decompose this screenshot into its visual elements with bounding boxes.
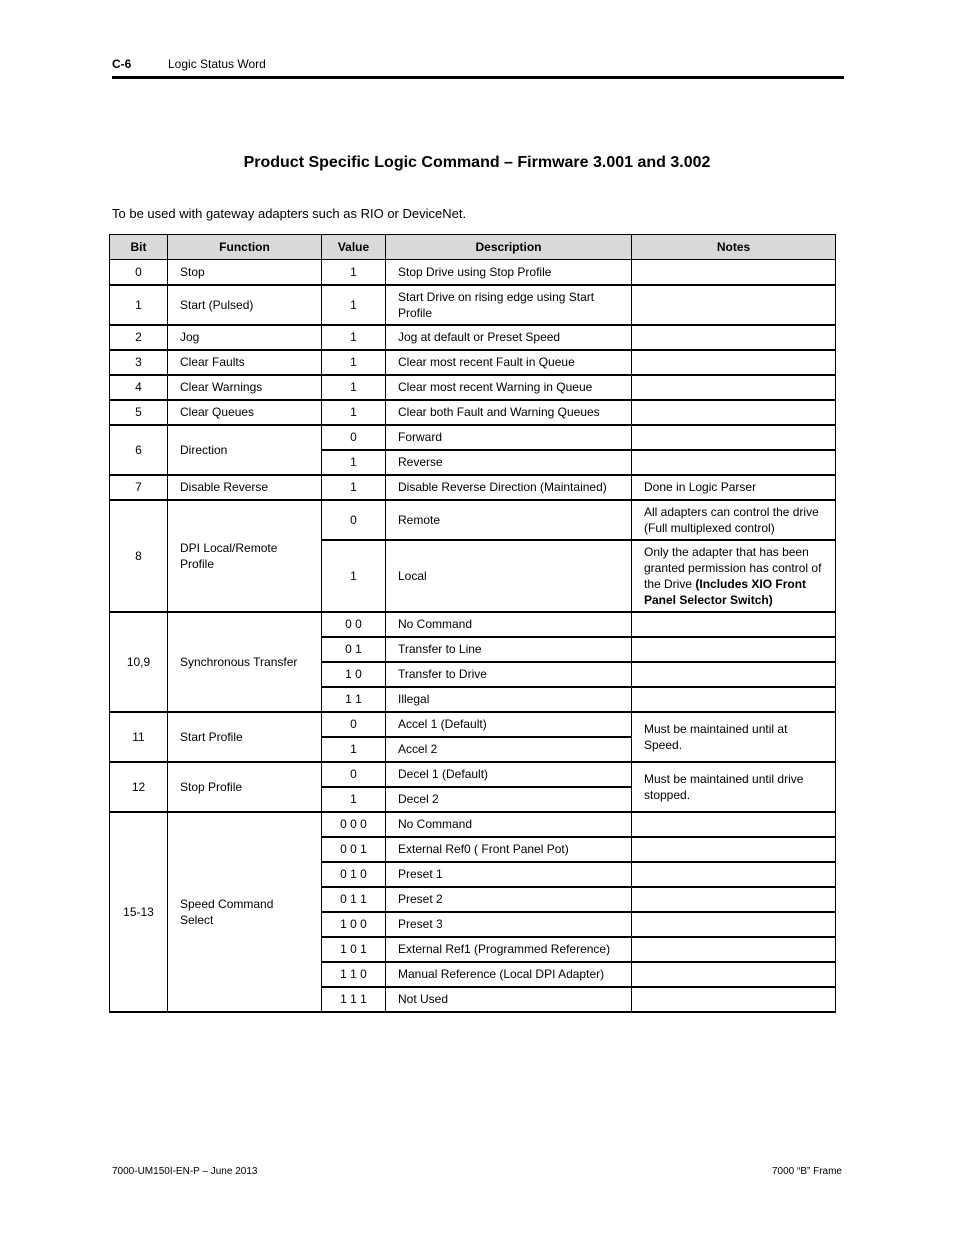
description-cell: Clear most recent Warning in Queue	[386, 375, 632, 400]
function-cell: Start Profile	[168, 712, 322, 762]
value-cell: 0	[322, 425, 386, 450]
notes-cell	[632, 260, 836, 285]
value-cell: 1 0 1	[322, 937, 386, 962]
description-cell: Accel 1 (Default)	[386, 712, 632, 737]
bit-cell: 15-13	[110, 812, 168, 1012]
value-cell: 1 1 1	[322, 987, 386, 1012]
description-cell: Jog at default or Preset Speed	[386, 325, 632, 350]
page-number: C-6	[112, 57, 132, 71]
notes-cell	[632, 987, 836, 1012]
function-cell: Clear Faults	[168, 350, 322, 375]
table-row	[110, 425, 836, 450]
notes-cell	[632, 450, 836, 475]
table-row	[110, 612, 836, 637]
value-cell: 1 0 0	[322, 912, 386, 937]
notes-cell	[632, 937, 836, 962]
description-cell: Preset 2	[386, 887, 632, 912]
bit-cell: 1	[110, 285, 168, 325]
function-cell: Clear Queues	[168, 400, 322, 425]
description-cell: Remote	[386, 500, 632, 540]
description-cell: Clear both Fault and Warning Queues	[386, 400, 632, 425]
bit-cell: 10,9	[110, 612, 168, 712]
value-cell: 0	[322, 500, 386, 540]
bit-cell: 0	[110, 260, 168, 285]
notes-cell: All adapters can control the drive (Full multiplexed control)	[632, 500, 836, 540]
value-cell: 1	[322, 375, 386, 400]
notes-cell: Must be maintained until drive stopped.	[632, 762, 836, 812]
value-cell: 1	[322, 400, 386, 425]
function-cell: Clear Warnings	[168, 375, 322, 400]
description-cell: External Ref1 (Programmed Reference)	[386, 937, 632, 962]
table-row	[110, 812, 836, 837]
function-cell: DPI Local/Remote Profile	[168, 500, 322, 612]
notes-cell	[632, 375, 836, 400]
page-header	[112, 56, 844, 79]
description-cell: Illegal	[386, 687, 632, 712]
function-cell: Direction	[168, 425, 322, 475]
value-cell: 1	[322, 285, 386, 325]
bit-cell: 5	[110, 400, 168, 425]
bit-cell: 8	[110, 500, 168, 612]
function-cell: Disable Reverse	[168, 475, 322, 500]
function-cell: Stop Profile	[168, 762, 322, 812]
col-header-description: Description	[386, 235, 632, 260]
value-cell: 0	[322, 762, 386, 787]
value-cell: 0	[322, 712, 386, 737]
notes-cell	[632, 662, 836, 687]
value-cell: 1 1 0	[322, 962, 386, 987]
notes-cell	[632, 350, 836, 375]
col-header-bit: Bit	[110, 235, 168, 260]
value-cell: 0 1	[322, 637, 386, 662]
notes-cell	[632, 687, 836, 712]
footer-doc-id: 7000-UM150I-EN-P – June 2013	[112, 1166, 258, 1177]
value-cell: 1	[322, 325, 386, 350]
notes-cell	[632, 612, 836, 637]
notes-cell	[632, 285, 836, 325]
function-cell: Start (Pulsed)	[168, 285, 322, 325]
bit-cell: 6	[110, 425, 168, 475]
notes-cell	[632, 962, 836, 987]
value-cell: 1	[322, 350, 386, 375]
description-cell: Transfer to Drive	[386, 662, 632, 687]
notes-cell	[632, 400, 836, 425]
page-title: Product Specific Logic Command – Firmware 3.001 and 3.002	[243, 154, 711, 171]
value-cell: 1	[322, 540, 386, 612]
table-row	[110, 285, 836, 325]
value-cell: 0 1 1	[322, 887, 386, 912]
table-row	[110, 325, 836, 350]
bit-cell: 11	[110, 712, 168, 762]
notes-cell	[632, 837, 836, 862]
notes-cell: Done in Logic Parser	[632, 475, 836, 500]
table-row	[110, 260, 836, 285]
table-header-row	[110, 235, 836, 260]
value-cell: 1	[322, 787, 386, 812]
description-cell: No Command	[386, 612, 632, 637]
value-cell: 1 0	[322, 662, 386, 687]
description-cell: Start Drive on rising edge using Start Profile	[386, 285, 632, 325]
notes-cell	[632, 637, 836, 662]
table-row	[110, 400, 836, 425]
function-cell: Synchronous Transfer	[168, 612, 322, 712]
value-cell: 1	[322, 450, 386, 475]
logic-command-table	[109, 234, 836, 1013]
description-cell: Decel 2	[386, 787, 632, 812]
notes-cell	[632, 812, 836, 837]
description-cell: Reverse	[386, 450, 632, 475]
description-cell: Forward	[386, 425, 632, 450]
description-cell: Stop Drive using Stop Profile	[386, 260, 632, 285]
value-cell: 0 0 1	[322, 837, 386, 862]
description-cell: Decel 1 (Default)	[386, 762, 632, 787]
notes-cell	[632, 862, 836, 887]
description-cell: Transfer to Line	[386, 637, 632, 662]
table-row	[110, 500, 836, 540]
description-cell: Local	[386, 540, 632, 612]
col-header-notes: Notes	[632, 235, 836, 260]
bit-cell: 3	[110, 350, 168, 375]
bit-cell: 4	[110, 375, 168, 400]
value-cell: 1	[322, 475, 386, 500]
notes-cell	[632, 912, 836, 937]
table-row	[110, 712, 836, 737]
description-cell: Preset 1	[386, 862, 632, 887]
value-cell: 0 0 0	[322, 812, 386, 837]
notes-text: Only the adapter that has been granted permission has control of the Drive	[644, 544, 822, 591]
bit-cell: 12	[110, 762, 168, 812]
section-title: Logic Status Word	[168, 57, 266, 71]
notes-cell	[632, 325, 836, 350]
description-cell: Manual Reference (Local DPI Adapter)	[386, 962, 632, 987]
table-row	[110, 375, 836, 400]
value-cell: 1	[322, 260, 386, 285]
description-cell: Preset 3	[386, 912, 632, 937]
notes-cell	[632, 887, 836, 912]
table-row	[110, 475, 836, 500]
intro-text: To be used with gateway adapters such as RIO or DeviceNet.	[112, 206, 467, 221]
function-cell: Speed Command Select	[168, 812, 322, 1012]
description-cell: Not Used	[386, 987, 632, 1012]
description-cell: Disable Reverse Direction (Maintained)	[386, 475, 632, 500]
footer-product: 7000 “B” Frame	[771, 1166, 842, 1177]
function-cell: Jog	[168, 325, 322, 350]
table-row	[110, 350, 836, 375]
value-cell: 1 1	[322, 687, 386, 712]
value-cell: 0 0	[322, 612, 386, 637]
function-cell: Stop	[168, 260, 322, 285]
bit-cell: 2	[110, 325, 168, 350]
bit-cell: 7	[110, 475, 168, 500]
description-cell: Accel 2	[386, 737, 632, 762]
table-row	[110, 762, 836, 787]
description-cell: Clear most recent Fault in Queue	[386, 350, 632, 375]
notes-cell	[632, 540, 836, 612]
description-cell: External Ref0 ( Front Panel Pot)	[386, 837, 632, 862]
col-header-function: Function	[168, 235, 322, 260]
notes-cell: Must be maintained until at Speed.	[632, 712, 836, 762]
notes-bold-text: (Includes XIO Front Panel Selector Switch)	[644, 576, 807, 607]
value-cell: 0 1 0	[322, 862, 386, 887]
col-header-value: Value	[322, 235, 386, 260]
description-cell: No Command	[386, 812, 632, 837]
value-cell: 1	[322, 737, 386, 762]
notes-cell	[632, 425, 836, 450]
